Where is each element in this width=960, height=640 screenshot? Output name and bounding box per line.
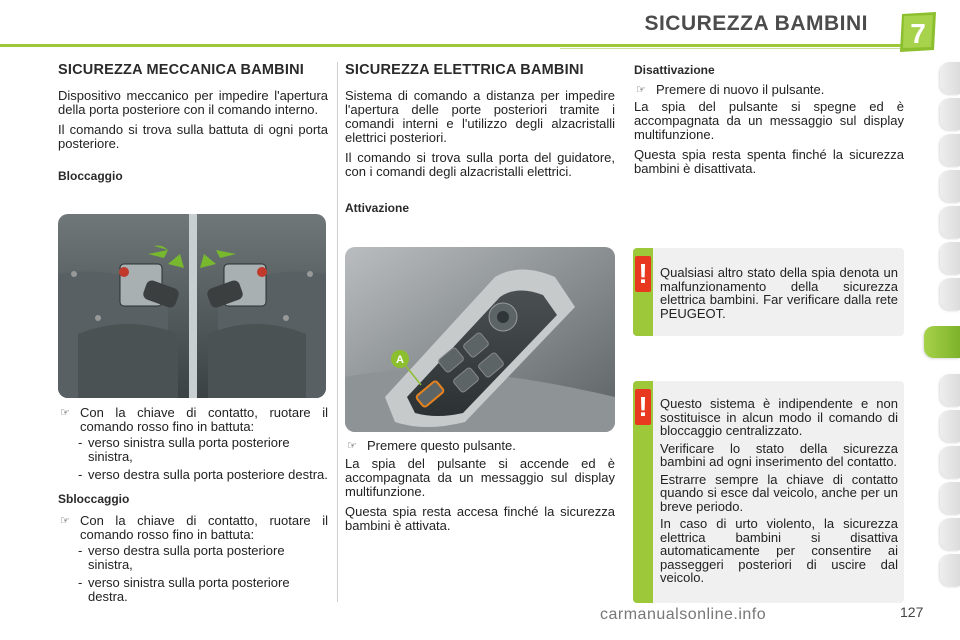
chapter-number: 7: [910, 18, 926, 49]
bullet-item: ☞ Premere di nuovo il pulsante.: [636, 82, 825, 97]
chapter-tabs: [938, 62, 960, 592]
subheading-unlock: Sbloccaggio: [58, 492, 130, 506]
paragraph: Sistema di comando a distanza per impedire l'apertura delle porte posteriori tramite i comandi interni e l'utilizzo degli alzacristalli elettrici posteriori.: [345, 87, 615, 145]
dash-item: - verso destra sulla porta posteriore sinistra,: [78, 543, 285, 572]
page-number: 127: [900, 604, 924, 620]
door-window-controls-image: [345, 247, 615, 432]
bullet-item: ☞ Con la chiave di contatto, ruotare il comando rosso fino in battuta:: [60, 405, 328, 434]
dash-item: - verso sinistra sulla porta posteriore destra.: [78, 575, 290, 604]
column-divider: [337, 62, 338, 602]
chapter-tab[interactable]: [940, 518, 960, 550]
paragraph: Questo sistema è indipendente e non sostituisce in alcun modo il comando di bloccaggio centralizzato.: [660, 396, 898, 438]
paragraph: La spia del pulsante si accende ed è accompagnata da un messaggio sul display multifunzione.: [345, 456, 615, 499]
section-mechanical: [58, 63, 328, 183]
hand-pointer-icon: ☞: [60, 515, 70, 527]
hand-pointer-icon: ☞: [347, 440, 357, 452]
paragraph: Dispositivo meccanico per impedire l'apertura della porta posteriore con il comando interno.: [58, 87, 328, 117]
chapter-tab[interactable]: [940, 278, 960, 310]
paragraph: Questa spia resta accesa finché la sicurezza bambini è attivata.: [345, 504, 615, 533]
chapter-tab-active[interactable]: [924, 326, 960, 358]
subheading-activation: Attivazione: [345, 200, 410, 215]
hand-pointer-icon: ☞: [60, 407, 70, 419]
warning-text: Qualsiasi altro stato della spia denota un malfunzionamento della sicurezza elettrica bambini. Far verificare dalla rete PEUGEOT.: [660, 265, 898, 321]
chapter-tab[interactable]: [940, 98, 960, 130]
warning-text-block: [660, 397, 898, 585]
chapter-tab[interactable]: [940, 482, 960, 514]
dash-item: - verso destra sulla porta posteriore destra.: [78, 467, 328, 482]
exclamation-icon: !: [635, 389, 651, 425]
paragraph: Questa spia resta spenta finché la sicurezza bambini è disattivata.: [634, 147, 904, 176]
bullet-item: ☞ Con la chiave di contatto, ruotare il comando rosso fino in battuta:: [60, 513, 328, 542]
section-electric: [345, 63, 615, 215]
header-rule: [0, 44, 905, 47]
header-rule-thin: [560, 48, 905, 49]
warning-box: [633, 381, 904, 603]
watermark: carmanualsonline.info: [600, 606, 767, 623]
chapter-tab[interactable]: [940, 242, 960, 274]
paragraph: In caso di urto violento, la sicurezza elettrica bambini si disattiva automaticamente per consentire ai passeggeri posteriori di uscire dal veicolo.: [660, 516, 898, 585]
chapter-tab[interactable]: [940, 554, 960, 586]
paragraph: Estrarre sempre la chiave di contatto quando si esce dal veicolo, anche per un breve periodo.: [660, 471, 898, 514]
paragraph: Il comando si trova sulla battuta di ogni porta posteriore.: [58, 121, 328, 151]
chapter-badge: [896, 10, 940, 54]
chapter-tab[interactable]: [940, 62, 960, 94]
lock-instructions: [58, 406, 328, 608]
chapter-tab[interactable]: [940, 410, 960, 442]
chapter-tab[interactable]: [940, 206, 960, 238]
bullet-item: ☞ Premere questo pulsante.: [347, 438, 516, 453]
chapter-tab[interactable]: [940, 374, 960, 406]
section-title: SICUREZZA MECCANICA BAMBINI: [58, 62, 304, 78]
paragraph: Il comando si trova sulla porta del guidatore, con i comandi degli alzacristalli elettrici.: [345, 149, 615, 179]
paragraph: Verificare lo stato della sicurezza bambini ad ogni inserimento del contatto.: [660, 440, 898, 469]
dash-item: - verso sinistra sulla porta posteriore sinistra,: [78, 435, 290, 464]
hand-pointer-icon: ☞: [636, 84, 646, 96]
callout-label: A: [396, 354, 404, 366]
page-title: SICUREZZA BAMBINI: [644, 12, 868, 35]
exclamation-icon: !: [635, 256, 651, 292]
activation-instructions: [345, 439, 615, 539]
deactivation-section: [634, 63, 904, 182]
subheading-lock: Bloccaggio: [58, 168, 123, 183]
subheading-deactivation: Disattivazione: [634, 63, 715, 77]
paragraph: La spia del pulsante si spegne ed è accompagnata da un messaggio sul display multifunzione.: [634, 99, 904, 142]
child-lock-mechanical-image: [58, 214, 326, 398]
warning-box: [633, 248, 904, 336]
section-title: SICUREZZA ELETTRICA BAMBINI: [345, 62, 584, 78]
chapter-tab[interactable]: [940, 134, 960, 166]
chapter-tab[interactable]: [940, 446, 960, 478]
chapter-tab[interactable]: [940, 170, 960, 202]
